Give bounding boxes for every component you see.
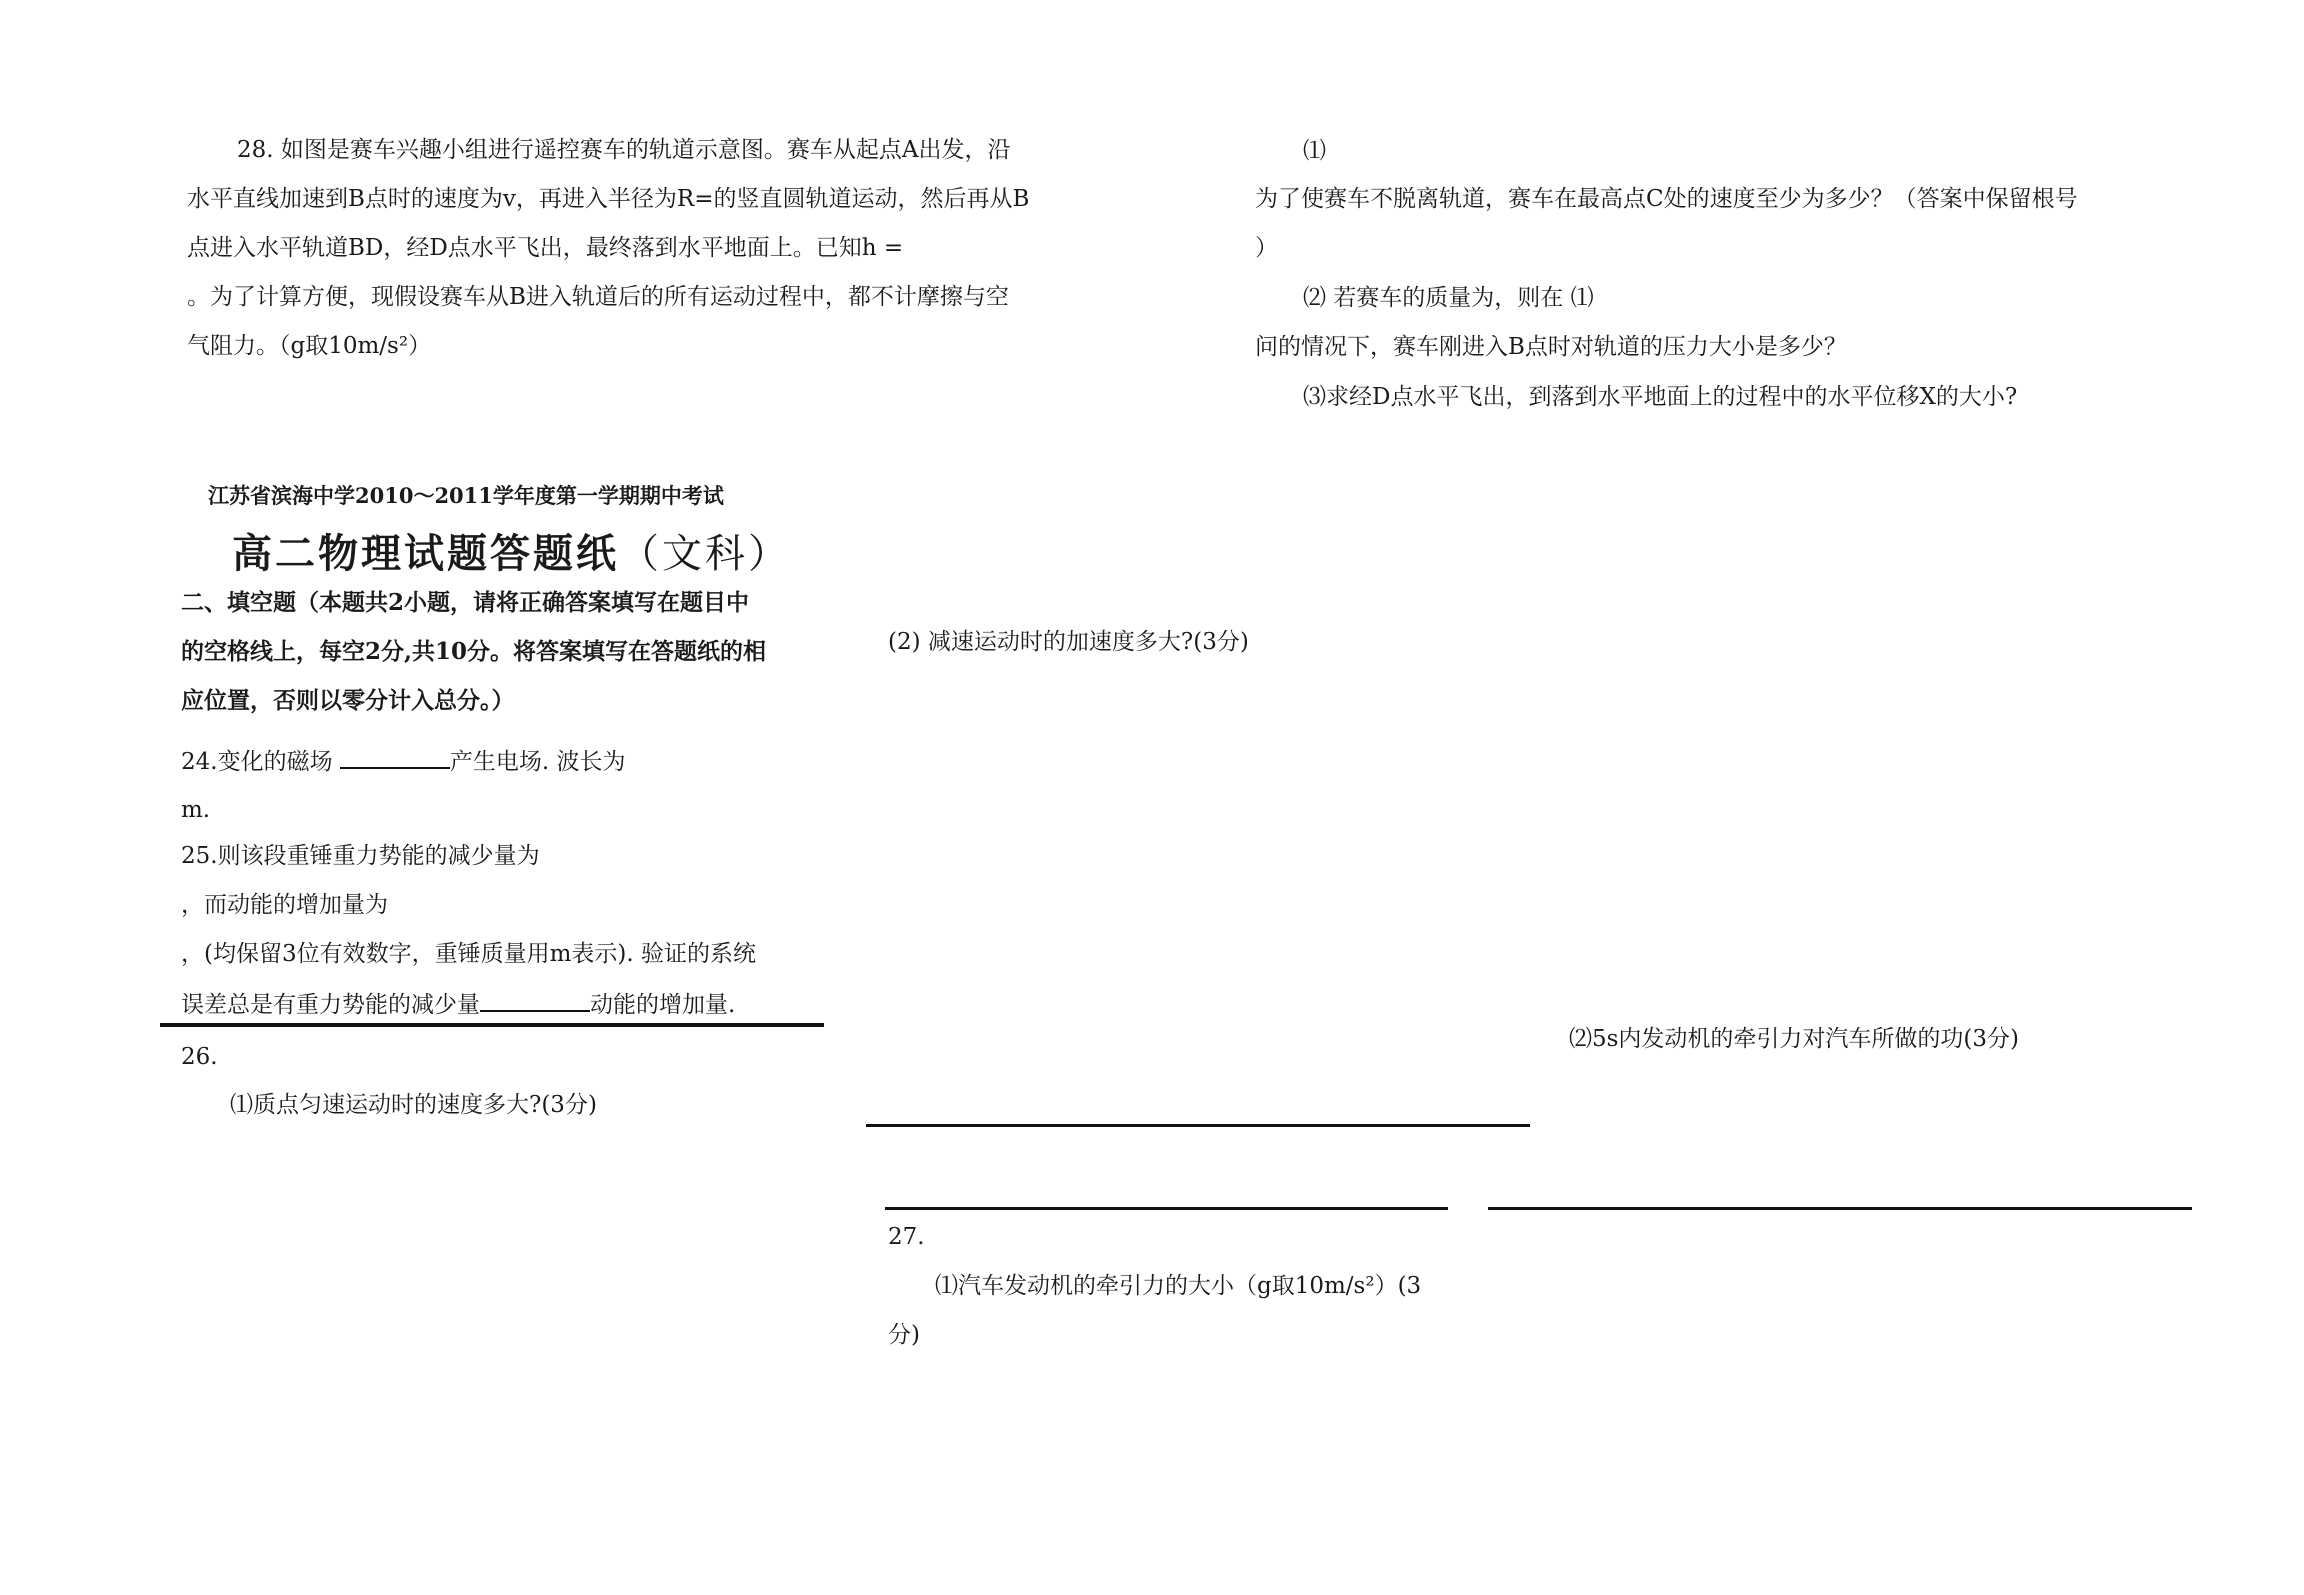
answer-box-divider-right (1488, 1207, 2192, 1210)
page-title (232, 530, 791, 578)
q24-unit: m. (181, 797, 211, 823)
q28-part-1-question: 为了使赛车不脱离轨道，赛车在最高点C处的速度至少为多少？（答案中保留根号 (1255, 186, 2078, 212)
q28-part-2-question: ⑵ 若赛车的质量为，则在 ⑴ (1303, 285, 1594, 311)
q28-part-1-number: ⑴ (1303, 138, 1326, 164)
q25-line-1: 25.则该段重锤重力势能的减少量为 (181, 843, 540, 869)
q25-line-3: ，(均保留3位有效数字，重锤质量用m表示). 验证的系统 (181, 941, 757, 967)
q24-answer-blank[interactable] (340, 745, 450, 769)
section-2-instructions-line-2: 的空格线上，每空2分,共10分。将答案填写在答题纸的相 (181, 638, 767, 665)
q26-part-2: (2) 减速运动时的加速度多大?(3分) (888, 629, 1249, 655)
q25-line-4 (181, 988, 735, 1020)
q26-part-1: ⑴质点匀速运动时的速度多大?(3分) (230, 1092, 597, 1118)
q24-text-before: 24.变化的磁场 (181, 749, 340, 775)
exam-school-header: 江苏省滨海中学2010～2011学年度第一学期期中考试 (208, 483, 724, 508)
answer-box-divider-left (885, 1207, 1448, 1210)
q25-text-before: 误差总是有重力势能的减少量 (181, 992, 480, 1018)
answer-box-divider (866, 1124, 1530, 1127)
q27-part-1-line-1: ⑴汽车发动机的牵引力的大小（g取10m/s²）(3 (935, 1273, 1422, 1299)
q28-line-3: 点进入水平轨道BD，经D点水平飞出，最终落到水平地面上。已知h = (187, 235, 904, 261)
q25-line-2: ，而动能的增加量为 (181, 892, 388, 918)
q27-part-1-line-2: 分) (888, 1322, 920, 1348)
q28-part-1-close: ） (1255, 235, 1278, 261)
q27-number: 27. (888, 1224, 925, 1250)
q27-part-2: ⑵5s内发动机的牵引力对汽车所做的功(3分) (1569, 1026, 2020, 1052)
q28-line-1: 28. 如图是赛车兴趣小组进行遥控赛车的轨道示意图。赛车从起点A出发，沿 (237, 137, 1011, 163)
q28-part-3-question: ⑶求经D点水平飞出，到落到水平地面上的过程中的水平位移X的大小? (1303, 384, 2018, 410)
q25-text-after: 动能的增加量. (590, 992, 736, 1018)
q28-line-5: 气阻力。（g取10m/s²） (187, 333, 432, 359)
q26-number: 26. (181, 1044, 218, 1070)
q28-line-2: 水平直线加速到B点时的速度为v，再进入半径为R=的竖直圆轨道运动，然后再从B (187, 186, 1030, 212)
q24-text-after: 产生电场. 波长为 (449, 749, 626, 775)
section-2-instructions-line-3: 应位置，否则以零分计入总分。） (181, 687, 515, 714)
title-subject: （文科） (619, 531, 791, 577)
title-main: 高二物理试题答题纸 (232, 530, 619, 577)
q24-line (181, 745, 626, 777)
q25-answer-blank[interactable] (480, 988, 590, 1012)
section-2-instructions-line-1: 二、填空题（本题共2小题，请将正确答案填写在题目中 (181, 589, 750, 616)
q28-part-2-continuation: 问的情况下，赛车刚进入B点时对轨道的压力大小是多少？ (1255, 334, 1847, 360)
section-divider (160, 1023, 824, 1027)
q28-line-4: 。为了计算方便，现假设赛车从B进入轨道后的所有运动过程中，都不计摩擦与空 (187, 284, 1009, 310)
